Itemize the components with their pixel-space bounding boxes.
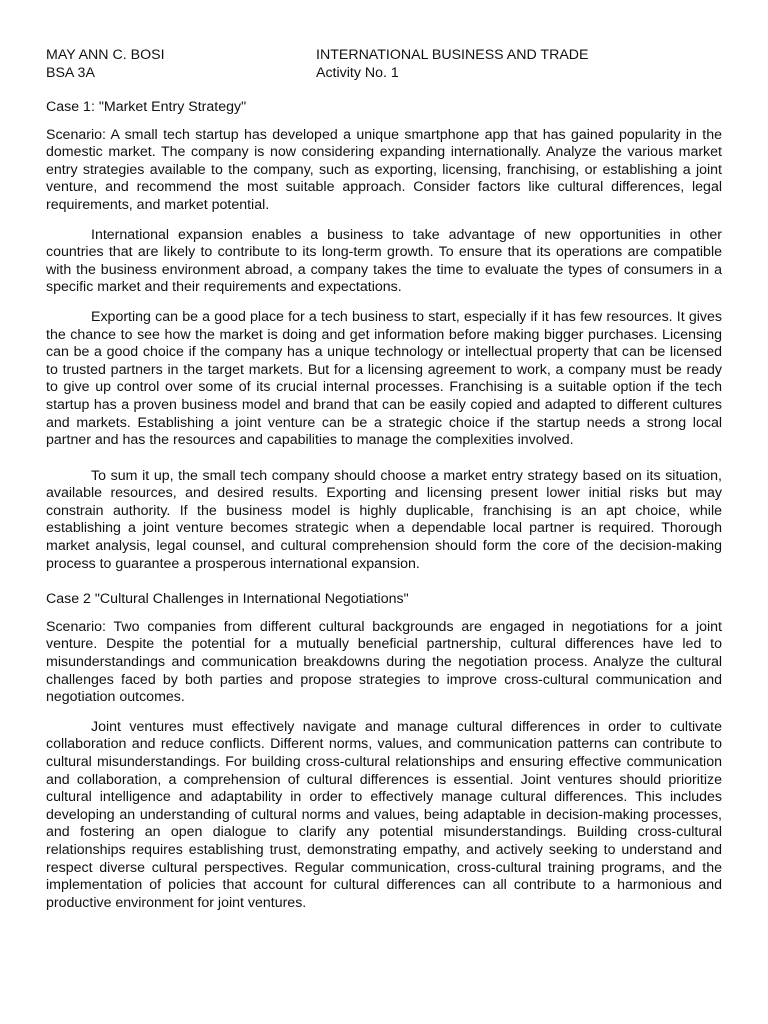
case1-paragraph-3: To sum it up, the small tech company should choose a market entry strategy based on its situation, available resources, and desired results. Exporting and licensing present lower initial risks but may constrain authority. If the business model is highly duplicable, franchising is an apt choice, while establishing a joint venture becomes strategic when a dependable local partner is required. Thorough market analysis, legal counsel, and cultural comprehension should form the core of the decision-making process to guarantee a prosperous international expansion. (46, 467, 722, 572)
case2-title: Case 2 "Cultural Challenges in International Negotiations" (46, 591, 409, 608)
case1-paragraph-1: International expansion enables a business to take advantage of new opportunities in other countries that are likely to contribute to its long-term growth. To ensure that its operations are compatible with the business environment abroad, a company takes the time to evaluate the types of consumers in a specific market and their requirements and expectations. (46, 226, 722, 296)
case2-scenario: Scenario: Two companies from different cultural backgrounds are engaged in negotiations for a joint venture. Despite the potential for a mutually beneficial partnership, cultural differences have led to misunderstandings and communication breakdowns during the negotiation process. Analyze the cultural challenges faced by both parties and propose strategies to improve cross-cultural communication and negotiation outcomes. (46, 618, 722, 706)
student-section: BSA 3A (46, 64, 95, 81)
case1-scenario: Scenario: A small tech startup has developed a unique smartphone app that has gained popularity in the domestic market. The company is now considering expanding internationally. Analyze the various market entry strategies available to the company, such as exporting, licensing, franchising, or establishing a joint venture, and recommend the most suitable approach. Consider factors like cultural differences, legal requirements, and market potential. (46, 126, 722, 213)
course-title: INTERNATIONAL BUSINESS AND TRADE (316, 47, 589, 63)
student-name: MAY ANN C. BOSI (46, 47, 165, 63)
case1-title: Case 1: "Market Entry Strategy" (46, 99, 247, 115)
activity-number: Activity No. 1 (316, 64, 399, 81)
student-info (46, 47, 165, 82)
case1-paragraph-2: Exporting can be a good place for a tech business to start, especially if it has few resources. It gives the chance to see how the market is doing and get information before making bigger purchases. Licensing can be a good choice if the company has a unique technology or intellectual property that can be licensed to trusted partners in the target markets. But for a licensing agreement to work, a company must be ready to give up control over some of its crucial internal processes. Franchising is a suitable option if the tech startup has a proven business model and brand that can be easily copied and adapted to different cultures and markets. Establishing a joint venture can be a strategic choice if the startup needs a strong local partner and has the resources and capabilities to manage the complexities involved. (46, 308, 722, 449)
document-body (46, 99, 722, 912)
document-header (46, 47, 722, 83)
case2-paragraph-1: Joint ventures must effectively navigate and manage cultural differences in order to cultivate collaboration and reduce conflicts. Different norms, values, and communication patterns can contribute to cultural misunderstandings. For building cross-cultural relationships and ensuring effective communication and collaboration, a comprehension of cultural differences is essential. Joint ventures should prioritize cultural intelligence and adaptability in order to effectively manage cultural differences. This includes developing an understanding of cultural norms and values, being adaptable in decision-making processes, and fostering an open dialogue to clarify any potential misunderstandings. Building cross-cultural relationships requires establishing trust, demonstrating empathy, and actively seeking to understand and respect diverse cultural perspectives. Regular communication, cross-cultural training programs, and the implementation of policies that account for cultural differences can all contribute to a harmonious and productive environment for joint ventures. (46, 718, 722, 911)
course-info (316, 47, 589, 82)
